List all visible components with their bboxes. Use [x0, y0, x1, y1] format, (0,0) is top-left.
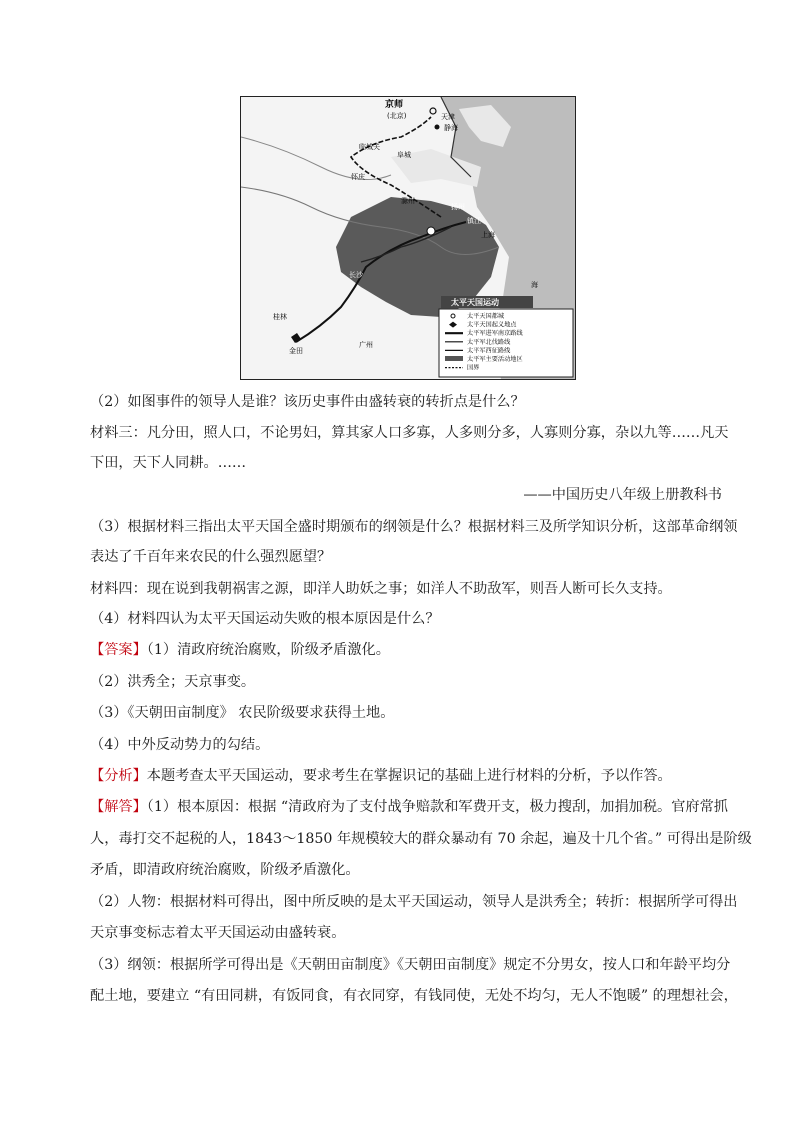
answer-2: （2）洪秀全；天京事变。 [90, 674, 256, 690]
question-4: （4）材料四认为太平天国运动失败的根本原因是什么？ [90, 611, 440, 627]
legend-label-4: 太平军西征路线 [467, 347, 511, 355]
solution-line1 [90, 797, 728, 817]
material-3-source: ——中国历史八年级上册教科书 [523, 487, 722, 503]
material-3-line1: 材料三：凡分田，照人口，不论男妇，算其家人口多寡，人多则分多，人寡则分寡，杂以九等……凡天 [90, 425, 729, 441]
solution-1-line2: 人，毒打交不起税的人，1843～1850 年规模较大的群众暴动有 70 余起，遍及十几个省。” 可得出是阶级 [90, 831, 752, 847]
label-jingshi: 京师 [385, 100, 404, 110]
label-sea: 海 [531, 281, 538, 289]
analysis-line [90, 766, 672, 786]
legend-label-3: 太平军北伐路线 [467, 338, 511, 346]
solution-tag: 【解答】 [90, 799, 147, 815]
analysis-text: 本题考查太平天国运动，要求考生在掌握识记的基础上进行材料的分析，予以作答。 [146, 768, 672, 784]
legend-label-0: 太平天国都城 [467, 313, 505, 320]
solution-1-line1: （1）根本原因：根据 “清政府为了支付战争赔款和军费开支，极力搜刮，加捐加税。官府常抓 [146, 799, 728, 815]
label-guangzhou: 广州 [359, 341, 373, 349]
question-2: （2）如图事件的领导人是谁？该历史事件由盛转衰的转折点是什么？ [90, 394, 525, 410]
tianjing-marker [427, 227, 435, 235]
legend-label-5: 太平军主要活动地区 [467, 356, 523, 363]
answer-line1 [90, 640, 390, 660]
legend-label-1: 太平天国起义地点 [467, 321, 517, 329]
solution-1-line3: 矛盾，即清政府统治腐败，阶级矛盾激化。 [90, 862, 360, 878]
legend-label-2: 太平军进军南京路线 [467, 330, 523, 338]
analysis-tag: 【分析】 [90, 768, 147, 784]
label-chuzhou: 滁州 [401, 197, 415, 205]
uprising-marker [291, 333, 301, 343]
label-shanghai: 上海 [481, 231, 495, 239]
label-fucheng: 阜城 [397, 151, 411, 159]
legend-symbol-5 [445, 356, 463, 361]
solution-2-line2: 天京事变标志着太平天国运动由盛转衰。 [90, 925, 346, 941]
material-4: 材料四：现在说到我朝祸害之源，即洋人助妖之事；如洋人不助敌军，则吾人断可长久支持。 [90, 581, 672, 597]
question-3-line1: （3）根据材料三指出太平天国全盛时期颁布的纲领是什么？根据材料三及所学知识分析，这部革命纲领 [90, 519, 738, 535]
label-zhenjiang: 镇江 [467, 217, 481, 225]
city-tianjin-dot [435, 125, 440, 130]
label-guilin: 桂林 [273, 313, 287, 321]
label-tianjin: 天津 [441, 113, 455, 121]
label-beijing: (北京) [387, 112, 407, 120]
map-title: 太平天国运动 [451, 298, 499, 307]
solution-2-line1: （2）人物：根据材料可得出，图中所反映的是太平天国运动，领导人是洪秀全；转折：根据所学可得出 [90, 894, 738, 910]
solution-3-line1: （3）纲领：根据所学可得出是《天朝田亩制度》《天朝田亩制度》规定不分男女，按人口和年龄平均分 [90, 957, 731, 973]
taiping-map-figure [240, 96, 576, 380]
capital-marker [430, 108, 436, 114]
material-3-line2: 下田，天下人同耕。…… [90, 455, 247, 471]
label-lincheng: 临城关 [359, 143, 380, 151]
label-yangzhou: 扬州 [451, 203, 465, 211]
answer-4: （4）中外反动势力的勾结。 [90, 737, 270, 753]
label-jintian: 金田 [289, 347, 303, 355]
label-huaiqing: 怀庆 [351, 173, 365, 181]
label-changsha: 长沙 [349, 271, 363, 279]
question-3-line2: 表达了千百年来农民的什么强烈愿望？ [90, 549, 332, 565]
answer-3: （3）《天朝田亩制度》 农民阶级要求获得土地。 [90, 705, 395, 721]
map-svg [241, 97, 575, 379]
answer-tag: 【答案】 [90, 642, 147, 658]
label-jinghai: 静海 [444, 124, 458, 132]
legend-label-6: 国界 [467, 364, 480, 372]
answer-1: （1）清政府统治腐败，阶级矛盾激化。 [146, 642, 390, 658]
solution-3-line2: 配土地，要建立 “有田同耕，有饭同食，有衣同穿，有钱同使，无处不均匀，无人不饱暖” 的理想社会， [90, 988, 738, 1004]
